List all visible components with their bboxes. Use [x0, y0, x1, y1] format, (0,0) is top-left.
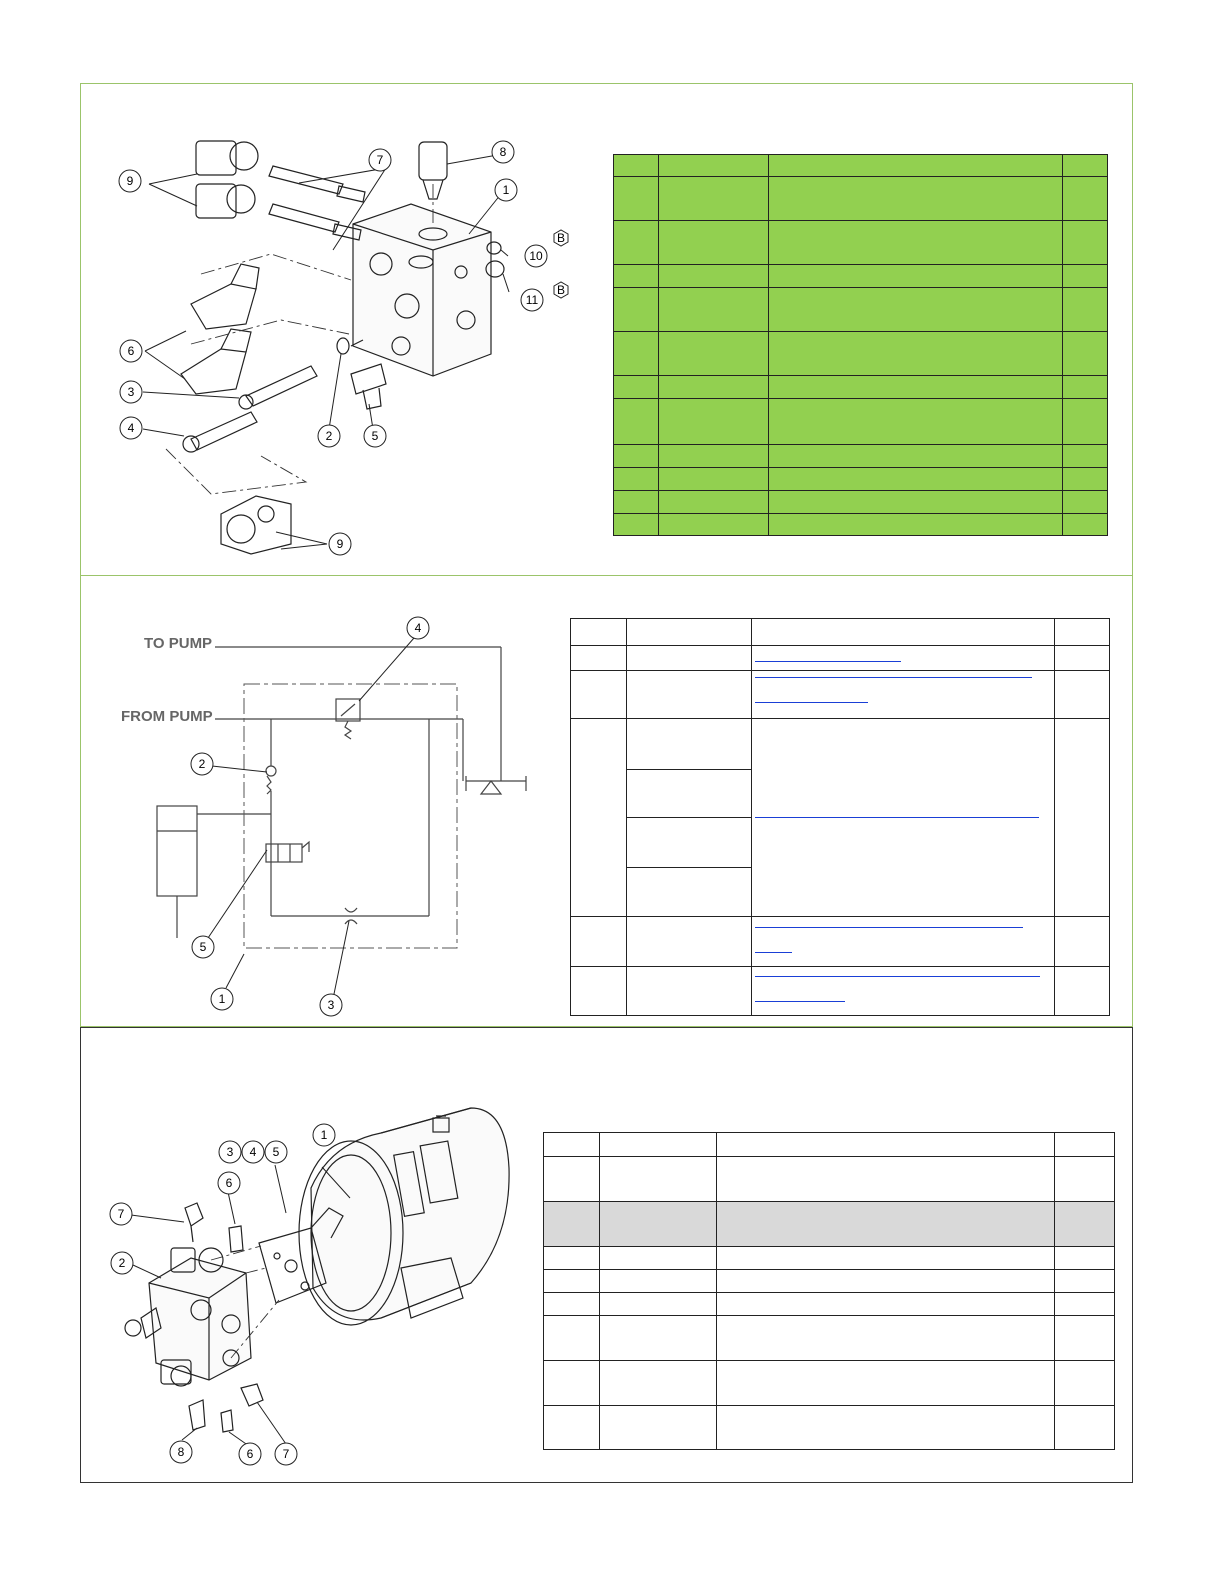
svg-text:8: 8 — [177, 1445, 185, 1459]
callout-4 — [242, 1141, 264, 1163]
link-underline[interactable] — [755, 817, 1039, 818]
table-row — [571, 917, 1110, 967]
table-row — [544, 1133, 1115, 1157]
from-pump-label: FROM PUMP — [121, 708, 213, 725]
svg-text:9: 9 — [126, 174, 134, 188]
callout-2 — [191, 753, 213, 775]
power-unit-parts-table — [543, 1132, 1115, 1450]
svg-text:10: 10 — [529, 249, 543, 263]
svg-text:8: 8 — [499, 145, 507, 159]
svg-text:6: 6 — [127, 344, 135, 358]
link-underline[interactable] — [755, 1001, 845, 1002]
table-row — [571, 646, 1110, 671]
callout-6-top — [218, 1172, 240, 1194]
callout-1 — [495, 179, 517, 201]
svg-text:1: 1 — [502, 183, 510, 197]
table-row — [614, 221, 1108, 265]
callout-7-bottom — [275, 1443, 297, 1465]
callout-4 — [120, 417, 142, 439]
callout-3 — [320, 994, 342, 1016]
exploded-manifold-panel — [80, 83, 1133, 575]
hydraulic-schematic-drawing — [81, 576, 561, 1026]
svg-text:7: 7 — [376, 153, 384, 167]
callout-8 — [492, 141, 514, 163]
svg-text:6: 6 — [225, 1176, 233, 1190]
callout-b-10 — [554, 230, 568, 246]
table-row — [571, 671, 1110, 719]
callout-7-left — [110, 1203, 132, 1225]
svg-text:1: 1 — [320, 1128, 328, 1142]
exploded-manifold-drawing — [81, 84, 641, 574]
callout-7 — [369, 149, 391, 171]
table-row — [544, 1293, 1115, 1316]
table-row — [571, 719, 1110, 770]
callout-1 — [313, 1124, 335, 1146]
callout-6 — [120, 340, 142, 362]
callout-b-11 — [554, 282, 568, 298]
callout-4 — [407, 617, 429, 639]
link-underline[interactable] — [755, 976, 1040, 977]
svg-text:3: 3 — [226, 1145, 234, 1159]
svg-text:4: 4 — [414, 621, 422, 635]
table-row — [544, 1316, 1115, 1361]
callout-5 — [364, 425, 386, 447]
table-row — [614, 177, 1108, 221]
svg-text:5: 5 — [272, 1145, 280, 1159]
svg-text:B: B — [556, 231, 566, 245]
svg-text:3: 3 — [327, 998, 335, 1012]
manifold-parts-table — [613, 154, 1108, 536]
callout-9-top — [119, 170, 141, 192]
link-underline[interactable] — [755, 952, 792, 953]
hydraulic-schematic-panel — [80, 575, 1133, 1027]
table-row — [544, 1157, 1115, 1202]
schematic-parts-table — [570, 618, 1110, 1016]
table-row — [614, 265, 1108, 288]
svg-text:2: 2 — [325, 429, 333, 443]
table-row — [614, 514, 1108, 536]
svg-text:1: 1 — [218, 992, 226, 1006]
table-row — [571, 967, 1110, 1016]
svg-text:2: 2 — [118, 1256, 126, 1270]
svg-text:9: 9 — [336, 537, 344, 551]
table-row — [614, 288, 1108, 332]
link-underline[interactable] — [755, 661, 901, 662]
svg-text:5: 5 — [199, 940, 207, 954]
svg-text:6: 6 — [246, 1447, 254, 1461]
callout-10 — [525, 245, 547, 267]
table-row — [614, 399, 1108, 445]
callout-2 — [318, 425, 340, 447]
link-underline[interactable] — [755, 927, 1023, 928]
power-unit-drawing — [81, 1028, 541, 1484]
callout-1 — [211, 988, 233, 1010]
table-row — [614, 468, 1108, 491]
callout-3 — [219, 1141, 241, 1163]
table-row — [614, 332, 1108, 376]
link-underline[interactable] — [755, 702, 868, 703]
callout-3 — [120, 381, 142, 403]
to-pump-label: TO PUMP — [144, 635, 213, 652]
table-row — [544, 1270, 1115, 1293]
svg-text:7: 7 — [117, 1207, 125, 1221]
callout-9-bottom — [329, 533, 351, 555]
svg-text:2: 2 — [198, 757, 206, 771]
table-row — [544, 1247, 1115, 1270]
table-row — [544, 1406, 1115, 1450]
svg-text:B: B — [556, 283, 566, 297]
svg-text:3: 3 — [127, 385, 135, 399]
callout-8 — [170, 1441, 192, 1463]
callout-6-bottom — [239, 1443, 261, 1465]
power-unit-panel — [80, 1027, 1133, 1483]
svg-text:4: 4 — [249, 1145, 257, 1159]
table-row — [614, 376, 1108, 399]
link-underline[interactable] — [755, 677, 1032, 678]
svg-text:4: 4 — [127, 421, 135, 435]
svg-text:11: 11 — [525, 293, 539, 307]
table-row — [544, 1202, 1115, 1247]
table-row — [544, 1361, 1115, 1406]
table-row — [614, 491, 1108, 514]
callout-2 — [111, 1252, 133, 1274]
table-row — [614, 445, 1108, 468]
table-row — [571, 619, 1110, 646]
callout-11 — [521, 289, 543, 311]
svg-text:5: 5 — [371, 429, 379, 443]
callout-5 — [265, 1141, 287, 1163]
table-row — [614, 155, 1108, 177]
svg-text:7: 7 — [282, 1447, 290, 1461]
callout-5 — [192, 936, 214, 958]
